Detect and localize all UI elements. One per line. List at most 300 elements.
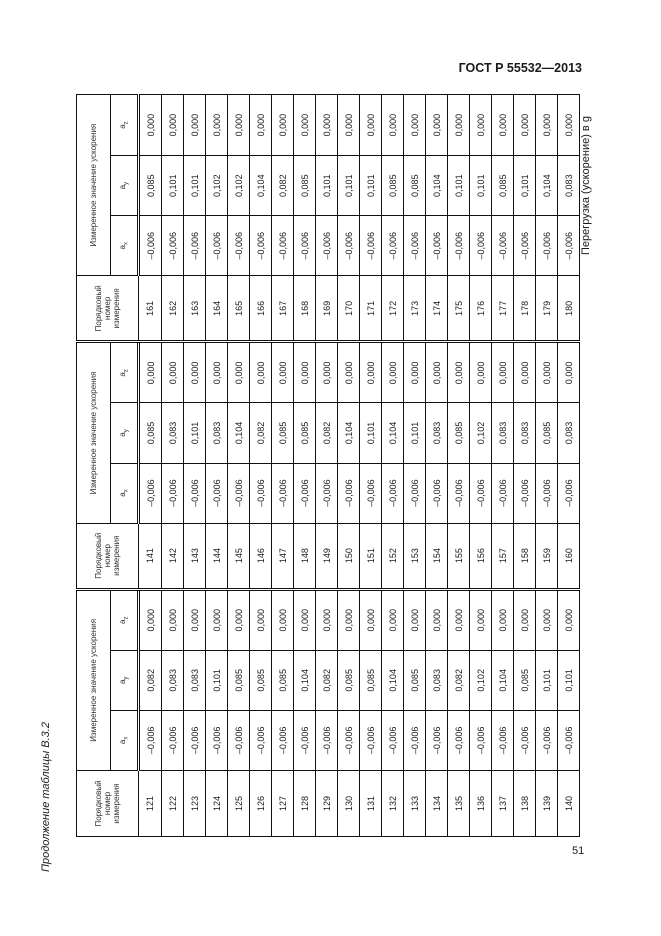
cell-number: 142 [162, 523, 184, 589]
cell-az: 0,000 [294, 342, 316, 403]
cell-ax: –0,006 [316, 463, 338, 523]
cell-ax: –0,006 [404, 216, 426, 276]
table-row [558, 95, 580, 837]
cell-ax: –0,006 [558, 216, 580, 276]
cell-az: 0,000 [272, 95, 294, 156]
table-row [316, 95, 338, 837]
cell-number: 124 [206, 770, 228, 836]
cell-number: 125 [228, 770, 250, 836]
cell-ax: –0,006 [448, 463, 470, 523]
cell-ay: 0,104 [426, 156, 448, 216]
cell-number: 146 [250, 523, 272, 589]
page-number: 51 [572, 845, 585, 857]
header-ay-subscript: y [123, 181, 130, 185]
cell-ay: 0,085 [536, 403, 558, 463]
cell-ay: 0,085 [404, 156, 426, 216]
cell-ax: –0,006 [426, 710, 448, 770]
cell-ay: 0,085 [272, 650, 294, 710]
cell-az: 0,000 [382, 342, 404, 403]
cell-number: 160 [558, 523, 580, 589]
cell-ay: 0,082 [139, 650, 162, 710]
header-ax-subscript: x [123, 489, 130, 493]
cell-ay: 0,101 [404, 403, 426, 463]
cell-ay: 0,104 [250, 156, 272, 216]
cell-az: 0,000 [162, 589, 184, 650]
cell-number: 173 [404, 276, 426, 342]
cell-az: 0,000 [250, 95, 272, 156]
header-az-subscript: z [123, 369, 130, 373]
cell-number: 123 [184, 770, 206, 836]
cell-ay: 0,104 [228, 403, 250, 463]
header-ay-label: a [117, 432, 127, 437]
cell-ax: –0,006 [492, 216, 514, 276]
cell-ay: 0,101 [448, 156, 470, 216]
cell-number: 163 [184, 276, 206, 342]
cell-number: 179 [536, 276, 558, 342]
cell-az: 0,000 [470, 589, 492, 650]
cell-number: 132 [382, 770, 404, 836]
cell-ax: –0,006 [316, 216, 338, 276]
header-ax [111, 216, 139, 276]
cell-number: 167 [272, 276, 294, 342]
cell-ax: –0,006 [184, 216, 206, 276]
cell-az: 0,000 [228, 589, 250, 650]
cell-ay: 0,082 [448, 650, 470, 710]
cell-number: 156 [470, 523, 492, 589]
cell-ax: –0,006 [558, 463, 580, 523]
cell-ax: –0,006 [338, 710, 360, 770]
table-row [492, 95, 514, 837]
table-row [206, 95, 228, 837]
cell-ay: 0,102 [470, 403, 492, 463]
cell-az: 0,000 [162, 342, 184, 403]
table-continuation-caption: Продолжение таблицы В.3.2 [40, 722, 52, 872]
cell-ax: –0,006 [448, 216, 470, 276]
cell-az: 0,000 [228, 95, 250, 156]
header-ax-subscript: x [123, 242, 130, 246]
cell-az: 0,000 [338, 589, 360, 650]
cell-ay: 0,083 [206, 403, 228, 463]
cell-az: 0,000 [316, 589, 338, 650]
table-row [536, 95, 558, 837]
cell-az: 0,000 [558, 589, 580, 650]
table-row [382, 95, 404, 837]
header-ay [111, 403, 139, 463]
cell-az: 0,000 [139, 342, 162, 403]
cell-ax: –0,006 [228, 216, 250, 276]
cell-ax: –0,006 [426, 463, 448, 523]
cell-ax: –0,006 [250, 216, 272, 276]
cell-az: 0,000 [294, 95, 316, 156]
cell-ax: –0,006 [382, 463, 404, 523]
table-body [139, 95, 580, 837]
cell-number: 137 [492, 770, 514, 836]
cell-ay: 0,083 [492, 403, 514, 463]
cell-ax: –0,006 [536, 216, 558, 276]
cell-ay: 0,101 [536, 650, 558, 710]
cell-ax: –0,006 [470, 216, 492, 276]
cell-number: 162 [162, 276, 184, 342]
cell-number: 180 [558, 276, 580, 342]
cell-az: 0,000 [162, 95, 184, 156]
cell-az: 0,000 [492, 95, 514, 156]
cell-ay: 0,085 [448, 403, 470, 463]
header-ax [111, 710, 139, 770]
cell-az: 0,000 [426, 342, 448, 403]
cell-number: 177 [492, 276, 514, 342]
cell-number: 164 [206, 276, 228, 342]
cell-ax: –0,006 [316, 710, 338, 770]
cell-ay: 0,101 [338, 156, 360, 216]
cell-number: 154 [426, 523, 448, 589]
cell-ay: 0,083 [162, 403, 184, 463]
cell-number: 152 [382, 523, 404, 589]
cell-number: 170 [338, 276, 360, 342]
cell-ax: –0,006 [294, 710, 316, 770]
cell-number: 139 [536, 770, 558, 836]
cell-ax: –0,006 [139, 463, 162, 523]
cell-az: 0,000 [272, 589, 294, 650]
header-az-label: a [117, 619, 127, 624]
header-ax-subscript: x [123, 736, 130, 740]
cell-number: 130 [338, 770, 360, 836]
cell-az: 0,000 [184, 95, 206, 156]
cell-ax: –0,006 [492, 463, 514, 523]
cell-ay: 0,085 [294, 156, 316, 216]
cell-az: 0,000 [250, 589, 272, 650]
cell-ax: –0,006 [206, 710, 228, 770]
header-az-subscript: z [123, 616, 130, 620]
cell-ax: –0,006 [514, 463, 536, 523]
table-row [162, 95, 184, 837]
table-row [470, 95, 492, 837]
cell-az: 0,000 [382, 589, 404, 650]
header-ay-label: a [117, 679, 127, 685]
cell-az: 0,000 [184, 342, 206, 403]
cell-number: 159 [536, 523, 558, 589]
cell-ax: –0,006 [470, 710, 492, 770]
cell-ax: –0,006 [250, 463, 272, 523]
cell-ax: –0,006 [228, 463, 250, 523]
table-row [250, 95, 272, 837]
cell-ay: 0,083 [514, 403, 536, 463]
cell-ay: 0,083 [426, 403, 448, 463]
cell-ay: 0,083 [184, 650, 206, 710]
table-row [360, 95, 382, 837]
cell-az: 0,000 [514, 95, 536, 156]
cell-ay: 0,101 [360, 403, 382, 463]
cell-number: 133 [404, 770, 426, 836]
cell-ay: 0,085 [360, 650, 382, 710]
header-ay-subscript: y [123, 676, 130, 680]
cell-ay: 0,101 [184, 403, 206, 463]
cell-az: 0,000 [360, 95, 382, 156]
cell-number: 134 [426, 770, 448, 836]
cell-az: 0,000 [536, 342, 558, 403]
cell-ax: –0,006 [360, 216, 382, 276]
unit-caption: Перегрузка (ускорение) в g [580, 116, 592, 255]
cell-az: 0,000 [360, 342, 382, 403]
cell-ax: –0,006 [206, 463, 228, 523]
cell-number: 155 [448, 523, 470, 589]
cell-az: 0,000 [338, 95, 360, 156]
cell-number: 126 [250, 770, 272, 836]
cell-ax: –0,006 [382, 710, 404, 770]
cell-number: 161 [139, 276, 162, 342]
cell-number: 128 [294, 770, 316, 836]
cell-ay: 0,082 [316, 403, 338, 463]
cell-az: 0,000 [316, 95, 338, 156]
cell-number: 171 [360, 276, 382, 342]
cell-ay: 0,104 [338, 403, 360, 463]
cell-az: 0,000 [316, 342, 338, 403]
header-az-label: a [117, 124, 127, 129]
cell-number: 175 [448, 276, 470, 342]
cell-az: 0,000 [536, 589, 558, 650]
cell-ay: 0,102 [206, 156, 228, 216]
cell-number: 135 [448, 770, 470, 836]
cell-ay: 0,104 [382, 650, 404, 710]
cell-number: 147 [272, 523, 294, 589]
cell-ax: –0,006 [250, 710, 272, 770]
cell-az: 0,000 [470, 95, 492, 156]
table-row [272, 95, 294, 837]
cell-az: 0,000 [360, 589, 382, 650]
cell-ay: 0,104 [294, 650, 316, 710]
cell-ax: –0,006 [448, 710, 470, 770]
cell-az: 0,000 [206, 589, 228, 650]
measurement-table [76, 94, 580, 837]
cell-ay: 0,085 [250, 650, 272, 710]
header-measured-acceleration: Измеренное значение ускорения [77, 342, 111, 523]
header-ay [111, 156, 139, 216]
cell-az: 0,000 [470, 342, 492, 403]
cell-number: 176 [470, 276, 492, 342]
cell-ay: 0,083 [426, 650, 448, 710]
cell-ay: 0,101 [184, 156, 206, 216]
cell-ay: 0,104 [492, 650, 514, 710]
cell-number: 157 [492, 523, 514, 589]
cell-ay: 0,102 [228, 156, 250, 216]
cell-ax: –0,006 [162, 710, 184, 770]
cell-number: 129 [316, 770, 338, 836]
cell-az: 0,000 [492, 589, 514, 650]
cell-number: 174 [426, 276, 448, 342]
table-row [514, 95, 536, 837]
table-row [294, 95, 316, 837]
cell-ay: 0,101 [162, 156, 184, 216]
cell-ay: 0,083 [162, 650, 184, 710]
cell-az: 0,000 [139, 95, 162, 156]
cell-ax: –0,006 [536, 710, 558, 770]
document-code: ГОСТ Р 55532—2013 [458, 61, 582, 75]
cell-ax: –0,006 [162, 463, 184, 523]
header-az-subscript: z [123, 121, 130, 125]
cell-az: 0,000 [250, 342, 272, 403]
cell-ax: –0,006 [470, 463, 492, 523]
cell-number: 131 [360, 770, 382, 836]
header-measurement-number: Порядковый номер измерения [77, 523, 139, 589]
cell-ay: 0,085 [404, 650, 426, 710]
cell-az: 0,000 [492, 342, 514, 403]
cell-ay: 0,085 [338, 650, 360, 710]
cell-number: 172 [382, 276, 404, 342]
cell-az: 0,000 [536, 95, 558, 156]
header-ay-subscript: y [123, 429, 130, 433]
cell-number: 169 [316, 276, 338, 342]
cell-number: 138 [514, 770, 536, 836]
cell-ax: –0,006 [514, 710, 536, 770]
cell-number: 168 [294, 276, 316, 342]
cell-az: 0,000 [514, 589, 536, 650]
cell-number: 178 [514, 276, 536, 342]
cell-az: 0,000 [294, 589, 316, 650]
cell-ax: –0,006 [338, 463, 360, 523]
cell-ay: 0,104 [536, 156, 558, 216]
table-row [404, 95, 426, 837]
cell-az: 0,000 [404, 589, 426, 650]
cell-az: 0,000 [448, 342, 470, 403]
cell-ay: 0,101 [514, 156, 536, 216]
cell-number: 166 [250, 276, 272, 342]
cell-ax: –0,006 [139, 710, 162, 770]
header-az [111, 589, 139, 650]
cell-number: 136 [470, 770, 492, 836]
cell-az: 0,000 [448, 589, 470, 650]
table-row [184, 95, 206, 837]
cell-ay: 0,104 [382, 403, 404, 463]
header-ax [111, 463, 139, 523]
cell-ay: 0,082 [316, 650, 338, 710]
cell-az: 0,000 [184, 589, 206, 650]
cell-number: 145 [228, 523, 250, 589]
cell-number: 153 [404, 523, 426, 589]
cell-az: 0,000 [338, 342, 360, 403]
cell-ay: 0,083 [558, 156, 580, 216]
cell-ax: –0,006 [382, 216, 404, 276]
table-row [228, 95, 250, 837]
cell-ay: 0,085 [514, 650, 536, 710]
cell-ax: –0,006 [206, 216, 228, 276]
cell-number: 141 [139, 523, 162, 589]
cell-ax: –0,006 [492, 710, 514, 770]
cell-az: 0,000 [404, 95, 426, 156]
cell-ax: –0,006 [272, 216, 294, 276]
cell-ax: –0,006 [338, 216, 360, 276]
cell-ax: –0,006 [294, 463, 316, 523]
cell-ay: 0,101 [316, 156, 338, 216]
cell-ay: 0,085 [139, 156, 162, 216]
cell-ay: 0,101 [470, 156, 492, 216]
header-measured-acceleration: Измеренное значение ускорения [77, 95, 111, 276]
cell-ax: –0,006 [360, 710, 382, 770]
cell-ax: –0,006 [536, 463, 558, 523]
cell-number: 143 [184, 523, 206, 589]
cell-ay: 0,102 [470, 650, 492, 710]
cell-ax: –0,006 [514, 216, 536, 276]
cell-ax: –0,006 [404, 710, 426, 770]
header-ax-label: a [117, 245, 127, 250]
cell-az: 0,000 [514, 342, 536, 403]
cell-az: 0,000 [139, 589, 162, 650]
header-az [111, 95, 139, 156]
cell-az: 0,000 [272, 342, 294, 403]
header-az-label: a [117, 372, 127, 377]
cell-ay: 0,085 [228, 650, 250, 710]
cell-az: 0,000 [404, 342, 426, 403]
table-row [139, 95, 162, 837]
header-measurement-number: Порядковый номер измерения [77, 770, 139, 836]
cell-ax: –0,006 [184, 710, 206, 770]
cell-ay: 0,101 [558, 650, 580, 710]
header-ax-label: a [117, 739, 127, 745]
cell-ay: 0,085 [294, 403, 316, 463]
header-ax-label: a [117, 492, 127, 497]
cell-ax: –0,006 [139, 216, 162, 276]
cell-number: 122 [162, 770, 184, 836]
measurement-table-wrapper [76, 94, 574, 837]
cell-az: 0,000 [448, 95, 470, 156]
cell-number: 121 [139, 770, 162, 836]
header-ay-label: a [117, 184, 127, 190]
cell-ax: –0,006 [272, 463, 294, 523]
cell-ax: –0,006 [228, 710, 250, 770]
table-row [448, 95, 470, 837]
cell-az: 0,000 [206, 342, 228, 403]
cell-az: 0,000 [426, 589, 448, 650]
cell-az: 0,000 [206, 95, 228, 156]
cell-ay: 0,085 [382, 156, 404, 216]
cell-az: 0,000 [228, 342, 250, 403]
cell-number: 165 [228, 276, 250, 342]
cell-az: 0,000 [558, 95, 580, 156]
cell-ay: 0,085 [272, 403, 294, 463]
cell-ax: –0,006 [558, 710, 580, 770]
cell-number: 151 [360, 523, 382, 589]
cell-number: 150 [338, 523, 360, 589]
header-measurement-number: Порядковый номер измерения [77, 276, 139, 342]
cell-ay: 0,085 [492, 156, 514, 216]
cell-number: 127 [272, 770, 294, 836]
header-az [111, 342, 139, 403]
table-row [338, 95, 360, 837]
cell-ax: –0,006 [404, 463, 426, 523]
cell-number: 149 [316, 523, 338, 589]
cell-ax: –0,006 [162, 216, 184, 276]
header-measured-acceleration: Измеренное значение ускорения [77, 589, 111, 770]
cell-ay: 0,082 [272, 156, 294, 216]
cell-ay: 0,082 [250, 403, 272, 463]
cell-ay: 0,101 [360, 156, 382, 216]
cell-az: 0,000 [382, 95, 404, 156]
cell-ay: 0,101 [206, 650, 228, 710]
cell-az: 0,000 [558, 342, 580, 403]
cell-az: 0,000 [426, 95, 448, 156]
cell-ay: 0,085 [139, 403, 162, 463]
cell-number: 158 [514, 523, 536, 589]
cell-ax: –0,006 [426, 216, 448, 276]
cell-ay: 0,083 [558, 403, 580, 463]
cell-ax: –0,006 [272, 710, 294, 770]
cell-ax: –0,006 [294, 216, 316, 276]
cell-ax: –0,006 [184, 463, 206, 523]
cell-number: 140 [558, 770, 580, 836]
table-row [426, 95, 448, 837]
cell-ax: –0,006 [360, 463, 382, 523]
cell-number: 144 [206, 523, 228, 589]
header-ay [111, 650, 139, 710]
cell-number: 148 [294, 523, 316, 589]
